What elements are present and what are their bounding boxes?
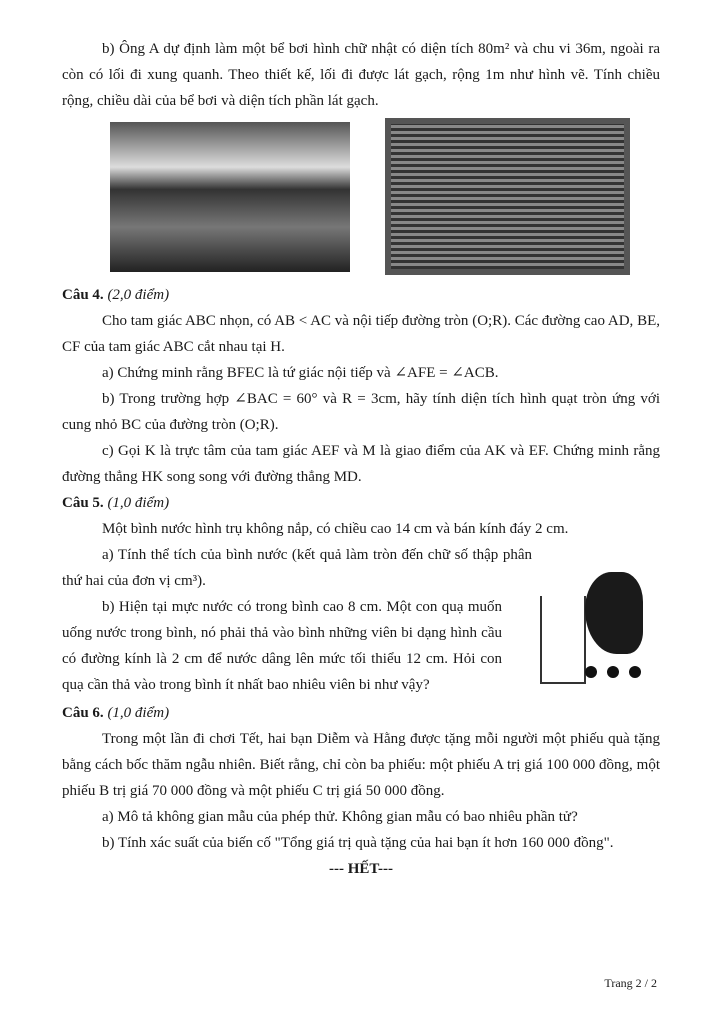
q4-heading: Câu 4. (2,0 điểm) (62, 287, 170, 303)
question-4 (62, 282, 660, 490)
q6-heading: Câu 6. (1,0 điểm) (62, 705, 170, 721)
q3b-text: b) Ông A dự định làm một bể bơi hình chữ nhật có diện tích 80m² và chu vi 36m, ngoài ra còn có lối đi xung quanh. Theo thiết kế, lối đi được lát gạch, rộng 1m như hình vẽ. Tính chiều rộng, chiều dài của bể bơi và diện tích phần lát gạch. (62, 41, 660, 109)
pool-plan-illustration (385, 118, 630, 275)
q5-b: b) Hiện tại mực nước có trong bình cao 8 cm. Một con quạ muốn uống nước trong bình, nó phải thả vào bình những viên bi dạng hình cầu có đường kính là 2 cm để nước dâng lên mức tối thiểu 12 cm. Hỏi con quạ cần thả vào trong bình ít nhất bao nhiêu viên bi như vậy? (62, 599, 502, 693)
q4-b: b) Trong trường hợp ∠BAC = 60° và R = 3cm, hãy tính diện tích hình quạt tròn ứng với cung nhỏ BC của đường tròn (O;R). (62, 391, 660, 433)
q5-a: a) Tính thể tích của bình nước (kết quả làm tròn đến chữ số thập phân thứ hai của đơn vị cm³). (62, 547, 532, 589)
q6-intro: Trong một lần đi chơi Tết, hai bạn Diễm và Hằng được tặng mỗi người một phiếu quà tặng bằng cách bốc thăm ngẫu nhiên. Biết rằng, chỉ còn ba phiếu: một phiếu A trị giá 100 000 đồng, một phiếu B trị giá 70 000 đồng và một phiếu C trị giá 50 000 đồng. (62, 731, 660, 799)
question-6 (62, 700, 660, 882)
q5-heading: Câu 5. (1,0 điểm) (62, 495, 170, 511)
q6-a: a) Mô tả không gian mẫu của phép thử. Không gian mẫu có bao nhiêu phần tử? (102, 809, 578, 825)
q4-a: a) Chứng minh rằng BFEC là tứ giác nội tiếp và ∠AFE = ∠ACB. (102, 365, 499, 381)
crow-illustration (535, 568, 660, 690)
pool-illustration (110, 122, 350, 272)
question-3b (62, 36, 660, 114)
q5-intro: Một bình nước hình trụ không nắp, có chiều cao 14 cm và bán kính đáy 2 cm. (102, 521, 569, 537)
end-marker: --- HẾT--- (328, 861, 394, 877)
q6-b: b) Tính xác suất của biến cố "Tổng giá trị quà tặng của hai bạn ít hơn 160 000 đồng". (102, 835, 614, 851)
page-number: Trang 2 / 2 (604, 976, 657, 990)
q4-intro: Cho tam giác ABC nhọn, có AB < AC và nội tiếp đường tròn (O;R). Các đường cao AD, BE, CF của tam giác ABC cắt nhau tại H. (62, 313, 660, 355)
q4-c: c) Gọi K là trực tâm của tam giác AEF và M là giao điểm của AK và EF. Chứng minh rằng đường thẳng HK song song với đường thẳng MD. (62, 443, 660, 485)
